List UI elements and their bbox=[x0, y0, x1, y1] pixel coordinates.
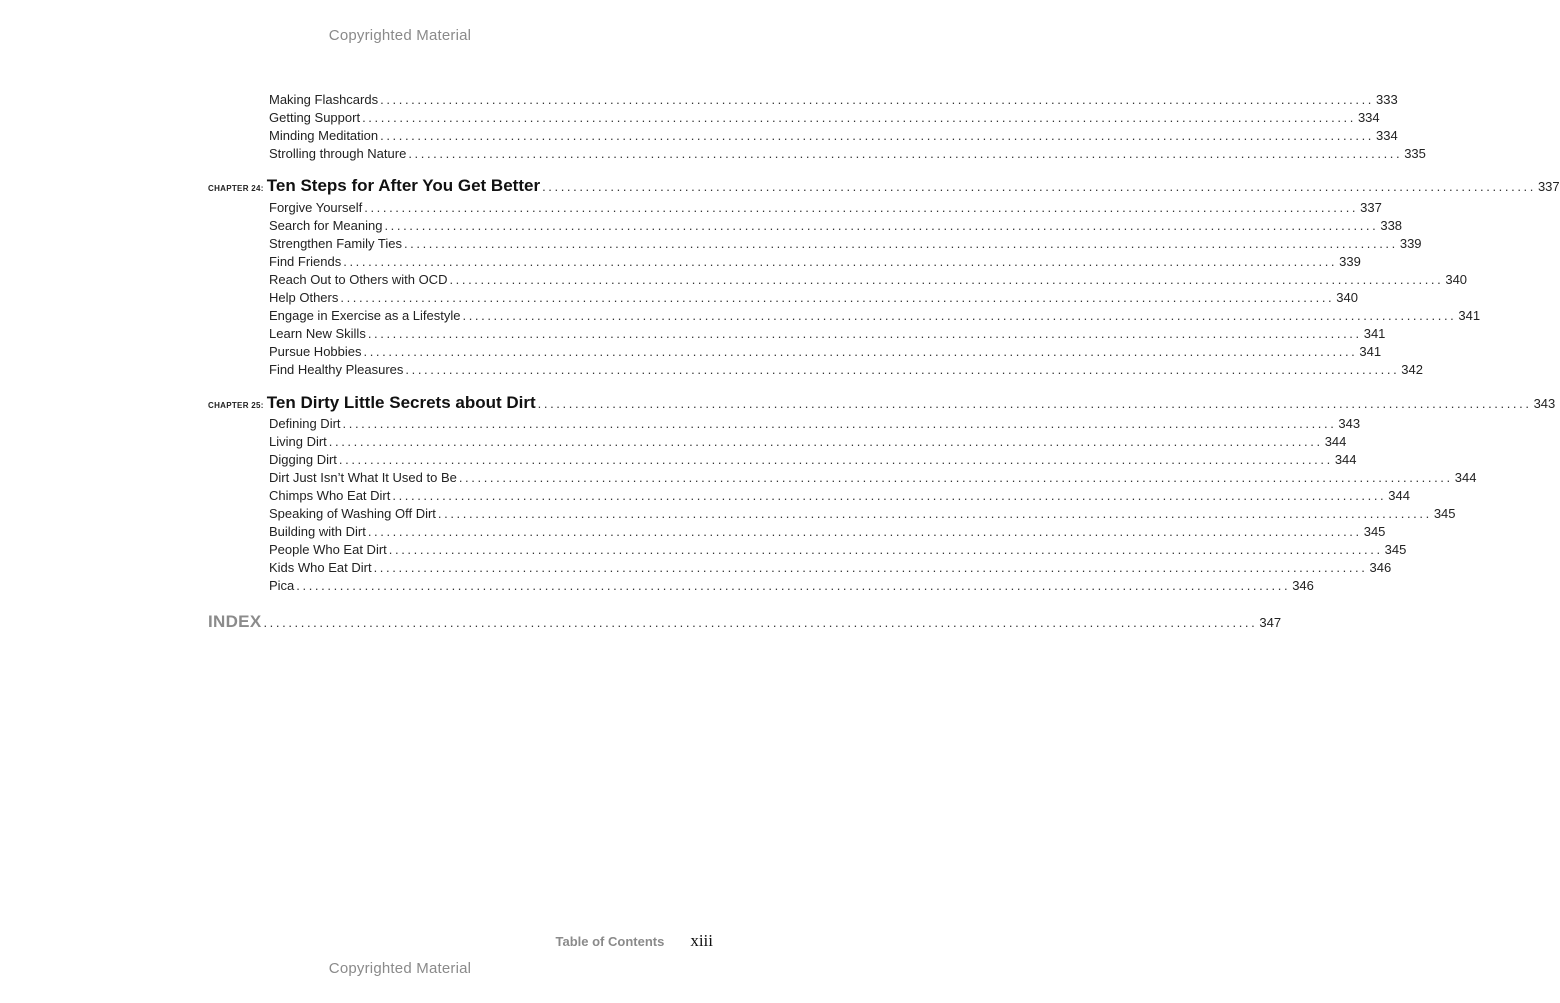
toc-entry-title: Strengthen Family Ties bbox=[269, 236, 402, 251]
toc-entry[interactable] bbox=[269, 523, 1386, 541]
index-title: INDEX bbox=[208, 612, 262, 631]
toc-entry[interactable] bbox=[269, 559, 1392, 577]
toc-entry-page: 344 bbox=[1454, 470, 1477, 485]
leader-dots: ................................................................................................................................................................ bbox=[384, 218, 1379, 233]
toc-entry-page: 343 bbox=[1338, 416, 1361, 431]
toc-entry-title: Speaking of Washing Off Dirt bbox=[269, 506, 436, 521]
toc-entry[interactable] bbox=[269, 505, 1456, 523]
leader-dots: ................................................................................................................................................................ bbox=[403, 236, 1398, 251]
toc-entry-page: 339 bbox=[1339, 254, 1361, 269]
chapter-title: Ten Dirty Little Secrets about Dirt bbox=[266, 393, 536, 412]
toc-entry-title: Minding Meditation bbox=[269, 128, 379, 143]
leader-dots: ................................................................................................................................................................ bbox=[437, 506, 1432, 521]
toc-entry[interactable] bbox=[269, 469, 1477, 487]
running-footer-label: Table of Contents bbox=[555, 934, 665, 949]
leader-dots: ................................................................................................................................................................ bbox=[405, 362, 1400, 377]
toc-entry[interactable] bbox=[269, 451, 1357, 469]
leader-dots: ................................................................................................................................................................ bbox=[380, 128, 1375, 143]
toc-entry[interactable] bbox=[269, 253, 1361, 271]
toc-entry-title: Help Others bbox=[269, 290, 339, 305]
toc-entry-title: Engage in Exercise as a Lifestyle bbox=[269, 308, 461, 323]
toc-entry-page: 334 bbox=[1376, 128, 1398, 143]
toc-entry-page: 341 bbox=[1359, 344, 1382, 359]
chapter-page: 337 bbox=[1537, 179, 1560, 194]
toc-entry-page: 342 bbox=[1401, 362, 1423, 377]
toc-entry-page: 344 bbox=[1324, 434, 1347, 449]
toc-entry-title: Strolling through Nature bbox=[269, 146, 407, 161]
leader-dots: ................................................................................................................................................................ bbox=[542, 179, 1536, 194]
toc-entry-page: 339 bbox=[1399, 236, 1422, 251]
toc-entry-title: Dirt Just Isn’t What It Used to Be bbox=[269, 470, 457, 485]
leader-dots: ................................................................................................................................................................ bbox=[380, 92, 1374, 107]
toc-entry-title: Find Friends bbox=[269, 254, 342, 269]
leader-dots: ................................................................................................................................................................ bbox=[462, 308, 1457, 323]
toc-entry-page: 335 bbox=[1404, 146, 1426, 161]
leader-dots: ................................................................................................................................................................ bbox=[373, 560, 1368, 575]
toc-entry-page: 341 bbox=[1363, 326, 1386, 341]
toc-entry[interactable] bbox=[269, 271, 1468, 289]
toc-entry[interactable] bbox=[269, 145, 1426, 163]
toc-entry-title: Getting Support bbox=[269, 110, 361, 125]
toc-entry-page: 345 bbox=[1384, 542, 1407, 557]
toc-entry-title: Building with Dirt bbox=[269, 524, 366, 539]
page-number: xiii bbox=[690, 931, 713, 950]
leader-dots: ................................................................................................................................................................ bbox=[364, 200, 1359, 215]
toc-entry-page: 338 bbox=[1380, 218, 1403, 233]
toc-entry-title: Kids Who Eat Dirt bbox=[269, 560, 372, 575]
toc-entry[interactable] bbox=[269, 217, 1403, 235]
toc-entry[interactable] bbox=[269, 289, 1358, 307]
toc-entry-title: Learn New Skills bbox=[269, 326, 366, 341]
index-page: 347 bbox=[1259, 615, 1282, 630]
leader-dots: ................................................................................................................................................................ bbox=[340, 290, 1335, 305]
toc-entry-title: Living Dirt bbox=[269, 434, 327, 449]
leader-dots: ................................................................................................................................................................ bbox=[263, 615, 1258, 630]
chapter-title: Ten Steps for After You Get Better bbox=[266, 176, 541, 195]
toc-entry[interactable] bbox=[269, 307, 1481, 325]
toc-entry[interactable] bbox=[269, 541, 1407, 559]
toc-entry-title: Search for Meaning bbox=[269, 218, 383, 233]
toc-entry[interactable] bbox=[269, 433, 1347, 451]
toc-entry[interactable] bbox=[269, 487, 1410, 505]
watermark-bottom: Copyrighted Material bbox=[328, 960, 472, 977]
toc-entry[interactable] bbox=[269, 361, 1423, 379]
leader-dots: ................................................................................................................................................................ bbox=[363, 344, 1358, 359]
leader-dots: ................................................................................................................................................................ bbox=[296, 578, 1291, 593]
chapter-number: CHAPTER 24: bbox=[208, 184, 264, 193]
toc-entry-page: 345 bbox=[1363, 524, 1386, 539]
toc-entry-page: 340 bbox=[1445, 272, 1468, 287]
toc-entry-page: 345 bbox=[1433, 506, 1456, 521]
toc-entry-title: Digging Dirt bbox=[269, 452, 337, 467]
toc-entry-title: Pursue Hobbies bbox=[269, 344, 362, 359]
chapter-number: CHAPTER 25: bbox=[208, 401, 264, 410]
toc-entry[interactable] bbox=[269, 91, 1398, 109]
toc-entry-title: Forgive Yourself bbox=[269, 200, 363, 215]
toc-entry-page: 337 bbox=[1360, 200, 1382, 215]
leader-dots: ................................................................................................................................................................ bbox=[458, 470, 1453, 485]
watermark-top: Copyrighted Material bbox=[328, 27, 472, 44]
index-heading[interactable] bbox=[208, 610, 1282, 634]
toc-entry-page: 346 bbox=[1369, 560, 1392, 575]
leader-dots: ................................................................................................................................................................ bbox=[362, 110, 1356, 125]
leader-dots: ................................................................................................................................................................ bbox=[388, 542, 1383, 557]
leader-dots: ................................................................................................................................................................ bbox=[408, 146, 1403, 161]
toc-entry-title: Find Healthy Pleasures bbox=[269, 362, 404, 377]
leader-dots: ................................................................................................................................................................ bbox=[367, 524, 1362, 539]
toc-entry[interactable] bbox=[269, 343, 1382, 361]
leader-dots: ................................................................................................................................................................ bbox=[338, 452, 1333, 467]
toc-entry-page: 344 bbox=[1388, 488, 1410, 503]
toc-entry-title: Chimps Who Eat Dirt bbox=[269, 488, 391, 503]
leader-dots: ................................................................................................................................................................ bbox=[342, 416, 1337, 431]
toc-entry[interactable] bbox=[269, 199, 1382, 217]
toc-entry-page: 333 bbox=[1376, 92, 1398, 107]
leader-dots: ................................................................................................................................................................ bbox=[328, 434, 1323, 449]
toc-entry-page: 334 bbox=[1357, 110, 1380, 125]
toc-entry-title: Making Flashcards bbox=[269, 92, 379, 107]
toc-entry-page: 340 bbox=[1336, 290, 1358, 305]
toc-entry-title: People Who Eat Dirt bbox=[269, 542, 387, 557]
chapter-page: 343 bbox=[1533, 396, 1556, 411]
leader-dots: ................................................................................................................................................................ bbox=[367, 326, 1362, 341]
page-footer bbox=[0, 931, 713, 955]
toc-entry-title: Pica bbox=[269, 578, 295, 593]
toc-entry[interactable] bbox=[269, 577, 1314, 595]
leader-dots: ................................................................................................................................................................ bbox=[392, 488, 1387, 503]
toc-entry-page: 341 bbox=[1458, 308, 1481, 323]
toc-entry-title: Reach Out to Others with OCD bbox=[269, 272, 448, 287]
leader-dots: ................................................................................................................................................................ bbox=[343, 254, 1338, 269]
toc-entry[interactable] bbox=[269, 415, 1361, 433]
toc-entry-title: Defining Dirt bbox=[269, 416, 341, 431]
toc-entry[interactable] bbox=[269, 235, 1422, 253]
toc-entry[interactable] bbox=[269, 325, 1386, 343]
toc-entry[interactable] bbox=[269, 109, 1380, 127]
chapter-24-heading[interactable] bbox=[208, 174, 1560, 198]
chapter-25-heading[interactable] bbox=[208, 391, 1556, 415]
toc-entry-page: 344 bbox=[1334, 452, 1357, 467]
leader-dots: ................................................................................................................................................................ bbox=[449, 272, 1444, 287]
toc-entry[interactable] bbox=[269, 127, 1398, 145]
toc-entry-page: 346 bbox=[1292, 578, 1314, 593]
leader-dots: ................................................................................................................................................................ bbox=[537, 396, 1532, 411]
